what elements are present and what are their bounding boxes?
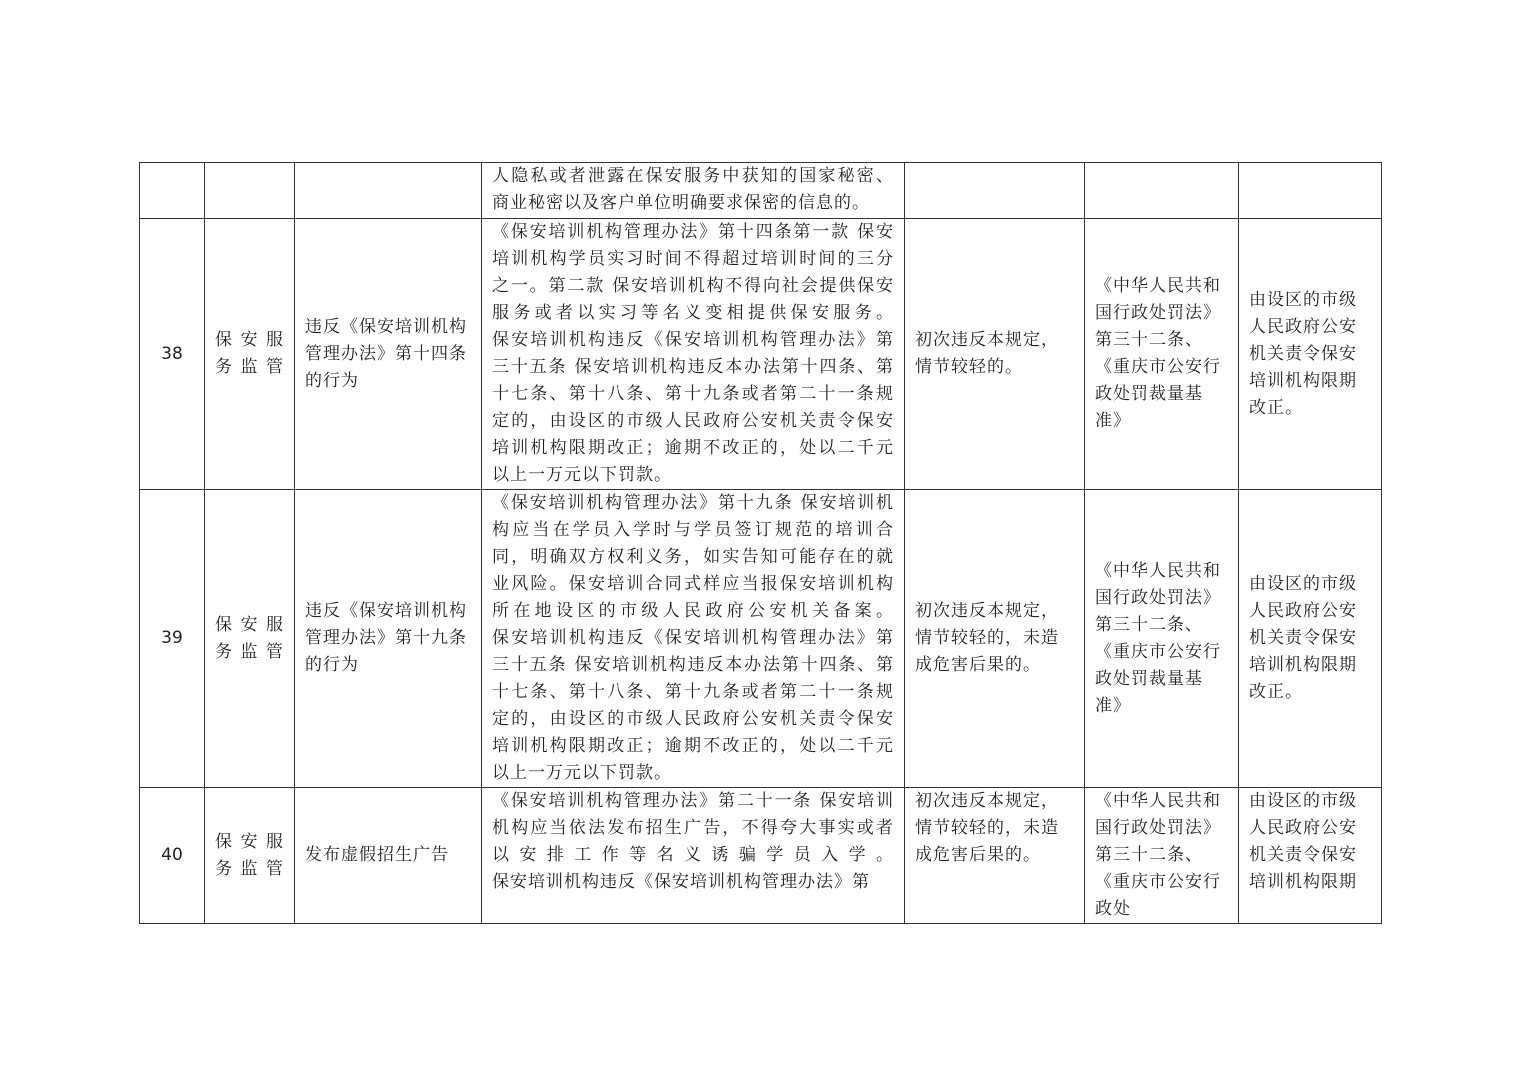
- circumstance-cell: 初次违反本规定，情节较轻的，未造成危害后果的。: [905, 788, 1085, 924]
- legal-basis-line: 以安排工作等名义诱骗学员入学。: [492, 845, 894, 865]
- standard-cell: 《中华人民共和国行政处罚法》第三十二条、《重庆市公安行政处: [1085, 788, 1239, 924]
- legal-basis-line: 十七条、第十八条、第十九条或者第二十一条规: [492, 682, 894, 702]
- standard-cell: [1085, 163, 1239, 219]
- table-row: [140, 219, 1382, 490]
- legal-basis-line: 《保安培训机构管理办法》第十四条第一款 保安: [492, 222, 894, 242]
- row-number-cell: 38: [140, 219, 205, 490]
- legal-basis-line: 《保安培训机构管理办法》第十九条 保安培训机: [492, 493, 894, 513]
- category-cell: 保安服务监管: [205, 219, 295, 490]
- legal-basis-line: 人隐私或者泄露在保安服务中获知的国家秘密、: [492, 166, 894, 186]
- behavior-cell: 违反《保安培训机构管理办法》第十四条的行为: [295, 219, 482, 490]
- legal-basis-cell: [482, 163, 905, 219]
- legal-basis-line: 商业秘密以及客户单位明确要求保密的信息的。: [492, 193, 870, 213]
- behavior-cell: 发布虚假招生广告: [295, 788, 482, 924]
- standard-cell: 《中华人民共和国行政处罚法》第三十二条、《重庆市公安行政处罚裁量基准》: [1085, 490, 1239, 788]
- legal-basis-line: 机构应当依法发布招生广告，不得夸大事实或者: [492, 818, 894, 838]
- row-number-cell: 40: [140, 788, 205, 924]
- legal-basis-line: 以上一万元以下罚款。: [492, 763, 672, 783]
- category-cell: [205, 163, 295, 219]
- measure-cell: [1239, 163, 1382, 219]
- legal-basis-cell: [482, 490, 905, 788]
- measure-cell: 由设区的市级人民政府公安机关责令保安培训机构限期改正。: [1239, 490, 1382, 788]
- circumstance-cell: 初次违反本规定，情节较轻的，未造成危害后果的。: [905, 490, 1085, 788]
- behavior-cell: 违反《保安培训机构管理办法》第十九条的行为: [295, 490, 482, 788]
- measure-cell: 由设区的市级人民政府公安机关责令保安培训机构限期: [1239, 788, 1382, 924]
- row-number-cell: 39: [140, 490, 205, 788]
- table-body: [140, 163, 1382, 924]
- standard-cell: 《中华人民共和国行政处罚法》第三十二条、《重庆市公安行政处罚裁量基准》: [1085, 219, 1239, 490]
- row-number-cell: [140, 163, 205, 219]
- legal-basis-line: 以上一万元以下罚款。: [492, 465, 672, 485]
- table-row: [140, 788, 1382, 924]
- legal-basis-line: 三十五条 保安培训机构违反本办法第十四条、第: [492, 357, 894, 377]
- legal-basis-line: 构应当在学员入学时与学员签订规范的培训合: [492, 520, 894, 540]
- legal-basis-line: 培训机构限期改正；逾期不改正的，处以二千元: [492, 438, 894, 458]
- legal-basis-line: 所在地设区的市级人民政府公安机关备案。: [492, 601, 894, 621]
- category-cell: 保安服务监管: [205, 490, 295, 788]
- legal-basis-line: 保安培训机构违反《保安培训机构管理办法》第: [492, 872, 870, 892]
- regulation-table: [139, 162, 1382, 924]
- legal-basis-line: 培训机构学员实习时间不得超过培训时间的三分: [492, 249, 894, 269]
- category-cell: 保安服务监管: [205, 788, 295, 924]
- measure-cell: 由设区的市级人民政府公安机关责令保安培训机构限期改正。: [1239, 219, 1382, 490]
- legal-basis-line: 服务或者以实习等名义变相提供保安服务。: [492, 303, 894, 323]
- legal-basis-cell: [482, 788, 905, 924]
- legal-basis-line: 《保安培训机构管理办法》第二十一条 保安培训: [492, 791, 894, 811]
- legal-basis-cell: [482, 219, 905, 490]
- behavior-cell: [295, 163, 482, 219]
- table-row: [140, 163, 1382, 219]
- legal-basis-line: 定的，由设区的市级人民政府公安机关责令保安: [492, 709, 894, 729]
- legal-basis-line: 保安培训机构违反《保安培训机构管理办法》第: [492, 330, 894, 350]
- legal-basis-line: 十七条、第十八条、第十九条或者第二十一条规: [492, 384, 894, 404]
- table-row: [140, 490, 1382, 788]
- circumstance-cell: [905, 163, 1085, 219]
- legal-basis-line: 培训机构限期改正；逾期不改正的，处以二千元: [492, 736, 894, 756]
- legal-basis-line: 之一。第二款 保安培训机构不得向社会提供保安: [492, 276, 894, 296]
- legal-basis-line: 定的，由设区的市级人民政府公安机关责令保安: [492, 411, 894, 431]
- legal-basis-line: 三十五条 保安培训机构违反本办法第十四条、第: [492, 655, 894, 675]
- circumstance-cell: 初次违反本规定，情节较轻的。: [905, 219, 1085, 490]
- legal-basis-line: 保安培训机构违反《保安培训机构管理办法》第: [492, 628, 894, 648]
- legal-basis-line: 同，明确双方权利义务，如实告知可能存在的就: [492, 547, 894, 567]
- legal-basis-line: 业风险。保安培训合同式样应当报保安培训机构: [492, 574, 894, 594]
